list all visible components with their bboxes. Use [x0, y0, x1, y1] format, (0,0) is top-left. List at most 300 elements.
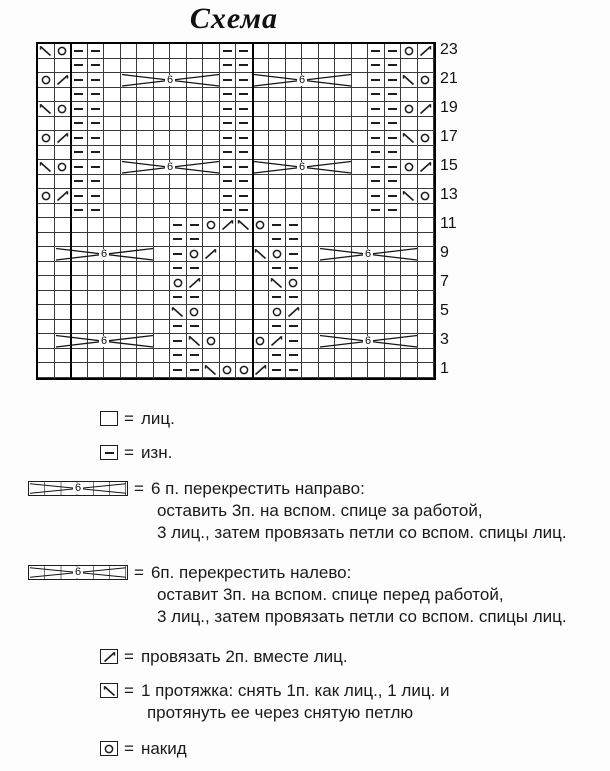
grid-cell [104, 291, 121, 306]
grid-cell [253, 59, 270, 74]
grid-cell [335, 146, 352, 161]
legend-text [141, 442, 172, 464]
grid-cell [104, 175, 121, 190]
grid-cell [187, 334, 204, 349]
grid-cell [88, 131, 105, 146]
grid-cell [418, 218, 435, 233]
grid-cell [335, 233, 352, 248]
grid-cell [38, 175, 55, 190]
legend [0, 408, 600, 771]
grid-cell [335, 102, 352, 117]
equals-sign: = [134, 563, 144, 582]
grid-cell [220, 276, 237, 291]
grid-cell [187, 175, 204, 190]
legend-text-line: протянуть ее через снятую петлю [146, 703, 414, 722]
legend-text-line: 3 лиц., затем провязать петли со вспом. спицы лиц. [156, 607, 567, 626]
grid-cell [137, 276, 154, 291]
grid-cell [121, 291, 138, 306]
grid-cell [286, 334, 303, 349]
grid-cell [203, 204, 220, 219]
grid-cell [269, 102, 286, 117]
grid-cell [203, 102, 220, 117]
grid-cell [236, 131, 253, 146]
legend-text [141, 680, 450, 724]
grid-cell [385, 320, 402, 335]
grid-cell [121, 175, 138, 190]
purl-icon [223, 64, 232, 66]
k2tog-icon [221, 219, 234, 231]
grid-cell [220, 349, 237, 364]
grid-cell [253, 189, 270, 204]
ssk-icon [171, 306, 184, 318]
grid-cell [154, 276, 171, 291]
grid-cell [88, 262, 105, 277]
grid-cell [319, 349, 336, 364]
grid-cell [302, 262, 319, 277]
cable-count: 6 [364, 247, 372, 260]
grid-cell [220, 291, 237, 306]
grid-cell [220, 189, 237, 204]
grid-cell [104, 102, 121, 117]
grid-cell [187, 247, 204, 262]
grid-cell [121, 189, 138, 204]
purl-icon [388, 108, 397, 110]
grid-cell [302, 175, 319, 190]
legend-text-line: 1 протяжка: снять 1п. как лиц., 1 лиц. и [140, 681, 450, 700]
grid-cell [38, 233, 55, 248]
grid-cell [302, 88, 319, 103]
purl-icon [272, 238, 281, 240]
grid-cell [253, 233, 270, 248]
grid-cell [236, 305, 253, 320]
grid-cell [137, 175, 154, 190]
purl-icon [91, 93, 100, 95]
grid-cell [88, 175, 105, 190]
grid-cell [137, 59, 154, 74]
grid-cell [154, 218, 171, 233]
purl-icon [223, 137, 232, 139]
grid-cell [352, 102, 369, 117]
grid-cell [418, 276, 435, 291]
grid-cell [154, 320, 171, 335]
purl-icon [239, 64, 248, 66]
grid-cell [335, 175, 352, 190]
yarn-over-icon [419, 190, 431, 202]
grid-cell [170, 59, 187, 74]
k2tog-icon [254, 364, 267, 376]
purl-icon [272, 325, 281, 327]
grid-cell [368, 320, 385, 335]
grid-cell [319, 305, 336, 320]
purl-icon [388, 64, 397, 66]
grid-cell [401, 189, 418, 204]
purl-icon [289, 253, 298, 255]
grid-cell [55, 146, 72, 161]
grid-cell [302, 59, 319, 74]
cable-left-icon [28, 565, 128, 580]
purl-icon [239, 180, 248, 182]
ssk-icon [39, 45, 52, 57]
grid-cell [236, 334, 253, 349]
grid-cell [368, 204, 385, 219]
ssk-icon [402, 190, 415, 202]
grid-cell [187, 218, 204, 233]
grid-cell [121, 44, 138, 59]
grid-cell [220, 160, 237, 175]
yarn-over-icon [403, 103, 415, 115]
grid-cell [170, 320, 187, 335]
legend-item-cable-left [0, 562, 600, 628]
grid-cell [236, 59, 253, 74]
grid-cell [71, 59, 88, 74]
grid-cell [418, 291, 435, 306]
grid-cell [220, 59, 237, 74]
grid-cell [418, 88, 435, 103]
grid-cell [104, 59, 121, 74]
grid-cell [253, 349, 270, 364]
purl-icon [74, 137, 83, 139]
purl-icon [272, 354, 281, 356]
grid-cell [220, 320, 237, 335]
grid-cell [220, 102, 237, 117]
grid-cell [385, 175, 402, 190]
grid-cell [302, 334, 319, 349]
yarn-over-icon [403, 45, 415, 57]
grid-cell [286, 233, 303, 248]
grid-cell [236, 117, 253, 132]
grid-cell [220, 44, 237, 59]
purl-icon [190, 238, 199, 240]
grid-cell [253, 175, 270, 190]
purl-icon [223, 166, 232, 168]
grid-cell [368, 218, 385, 233]
grid-cell [71, 175, 88, 190]
grid-cell [236, 276, 253, 291]
grid-cell [137, 44, 154, 59]
grid-cell [137, 189, 154, 204]
grid-cell [154, 363, 171, 378]
legend-text-line: оставит 3п. на вспом. спице перед работой, [156, 585, 504, 604]
grid-cell [71, 88, 88, 103]
grid-cell [203, 247, 220, 262]
grid-cell [71, 204, 88, 219]
grid-cell [203, 44, 220, 59]
grid-cell [220, 88, 237, 103]
grid-cell [220, 262, 237, 277]
grid-cell [269, 218, 286, 233]
grid-cell [154, 146, 171, 161]
purl-icon [91, 209, 100, 211]
equals-sign: = [124, 681, 134, 700]
grid-cell [121, 88, 138, 103]
grid-cell [38, 44, 55, 59]
ssk-icon [204, 364, 217, 376]
grid-cell [71, 160, 88, 175]
grid-cell [88, 59, 105, 74]
grid-cell [154, 189, 171, 204]
grid-cell [137, 218, 154, 233]
grid-cell [55, 189, 72, 204]
purl-icon [272, 224, 281, 226]
ssk-icon [254, 248, 267, 260]
yarn-over-icon [254, 219, 266, 231]
purl-icon [239, 151, 248, 153]
grid-cell [286, 291, 303, 306]
grid-cell [236, 247, 253, 262]
row-number: 19 [440, 99, 458, 117]
grid-cell [121, 276, 138, 291]
grid-cell [220, 117, 237, 132]
grid-cell [319, 117, 336, 132]
grid-cell [38, 204, 55, 219]
grid-cell [385, 59, 402, 74]
k2tog-icon [188, 277, 201, 289]
grid-cell [71, 320, 88, 335]
grid-cell [55, 160, 72, 175]
grid-cell [335, 131, 352, 146]
purl-icon [388, 180, 397, 182]
grid-cell [302, 117, 319, 132]
grid-cell [38, 131, 55, 146]
grid-cell [385, 349, 402, 364]
legend-item-knit [0, 408, 600, 430]
purl-icon [74, 209, 83, 211]
grid-cell [55, 276, 72, 291]
grid-cell [187, 117, 204, 132]
cable-count: 6 [298, 73, 306, 86]
grid-cell [154, 88, 171, 103]
equals-sign: = [124, 739, 134, 758]
grid-cell [335, 363, 352, 378]
grid-cell [418, 146, 435, 161]
grid-cell [104, 131, 121, 146]
grid-cell [236, 189, 253, 204]
grid-cell [203, 146, 220, 161]
grid-cell [154, 59, 171, 74]
grid-cell [88, 218, 105, 233]
purl-icon [272, 369, 281, 371]
grid-cell [121, 218, 138, 233]
purl-icon [388, 137, 397, 139]
grid-cell [104, 262, 121, 277]
grid-cell [368, 73, 385, 88]
grid-cell [236, 262, 253, 277]
grid-cell [220, 73, 237, 88]
grid-cell [286, 247, 303, 262]
grid-cell [335, 320, 352, 335]
grid-cell [302, 146, 319, 161]
cable-count: 6 [74, 482, 82, 494]
yarn-over-icon [419, 132, 431, 144]
grid-cell [236, 73, 253, 88]
purl-icon [289, 369, 298, 371]
grid-cell [352, 218, 369, 233]
grid-cell [121, 146, 138, 161]
purl-icon [289, 340, 298, 342]
grid-cell [401, 175, 418, 190]
grid-cell [170, 349, 187, 364]
grid-cell [418, 247, 435, 262]
grid-cell [335, 218, 352, 233]
grid-cell [385, 291, 402, 306]
k2tog-icon [419, 161, 432, 173]
grid-cell [121, 305, 138, 320]
purl-icon [289, 354, 298, 356]
grid-cell [302, 305, 319, 320]
grid-cell [38, 247, 55, 262]
grid-cell [38, 73, 55, 88]
grid-cell [286, 320, 303, 335]
grid-cell [137, 291, 154, 306]
grid-cell [253, 117, 270, 132]
grid-cell [71, 146, 88, 161]
legend-item-ssk [0, 680, 600, 724]
grid-cell [88, 349, 105, 364]
grid-cell [137, 204, 154, 219]
grid-cell [368, 189, 385, 204]
grid-cell [154, 349, 171, 364]
grid-cell [418, 131, 435, 146]
cable-right-icon [121, 73, 220, 88]
grid-cell [418, 117, 435, 132]
grid-cell [154, 291, 171, 306]
purl-icon [371, 79, 380, 81]
grid-cell [368, 131, 385, 146]
grid-cell [253, 218, 270, 233]
grid-cell [269, 291, 286, 306]
purl-icon [371, 209, 380, 211]
purl-icon [289, 325, 298, 327]
grid-cell [170, 291, 187, 306]
grid-cell [319, 131, 336, 146]
grid-cell [236, 102, 253, 117]
grid-cell [170, 175, 187, 190]
grid-cell [368, 59, 385, 74]
ssk-icon [188, 335, 201, 347]
grid-cell [220, 146, 237, 161]
purl-icon [91, 79, 100, 81]
grid-cell [71, 363, 88, 378]
purl-icon [91, 137, 100, 139]
grid-cell [187, 204, 204, 219]
row-number: 9 [440, 244, 449, 262]
grid-cell [302, 247, 319, 262]
purl-icon [91, 122, 100, 124]
grid-cell [352, 160, 369, 175]
grid-cell [203, 175, 220, 190]
grid-cell [319, 175, 336, 190]
grid-cell [335, 349, 352, 364]
grid-cell [104, 276, 121, 291]
knitting-chart [36, 42, 516, 387]
cable-left-icon [253, 160, 352, 175]
purl-icon [223, 180, 232, 182]
cable-count: 6 [100, 334, 108, 347]
cable-left-icon [319, 334, 418, 349]
grid-cell [203, 233, 220, 248]
grid-cell [269, 44, 286, 59]
grid-cell [137, 320, 154, 335]
grid-cell [385, 117, 402, 132]
ssk-icon [402, 74, 415, 86]
purl-icon [100, 445, 118, 460]
purl-icon [388, 79, 397, 81]
grid-cell [368, 262, 385, 277]
grid-cell [401, 88, 418, 103]
grid-cell [368, 233, 385, 248]
grid-cell [154, 131, 171, 146]
grid-cell [302, 131, 319, 146]
grid-cell [269, 276, 286, 291]
grid-cell [104, 305, 121, 320]
k2tog-icon [56, 190, 69, 202]
purl-icon [74, 195, 83, 197]
grid-cell [385, 305, 402, 320]
grid-cell [352, 44, 369, 59]
grid-cell [401, 44, 418, 59]
legend-text [141, 646, 348, 668]
equals-sign: = [124, 647, 134, 666]
grid-cell [352, 291, 369, 306]
purl-icon [74, 93, 83, 95]
grid-cell [418, 175, 435, 190]
page-title: Схема [189, 2, 279, 35]
grid-cell [220, 204, 237, 219]
grid-cell [401, 59, 418, 74]
legend-item-purl [0, 442, 600, 464]
yarn-over-icon [188, 306, 200, 318]
purl-icon [371, 195, 380, 197]
grid-cell [121, 262, 138, 277]
purl-icon [388, 93, 397, 95]
grid-cell [352, 73, 369, 88]
grid-cell [55, 291, 72, 306]
grid-cell [385, 88, 402, 103]
grid-cell [170, 204, 187, 219]
grid-cell [401, 204, 418, 219]
grid-cell [220, 247, 237, 262]
yarn-over-icon [221, 364, 233, 376]
grid-cell [236, 291, 253, 306]
grid-cell [187, 262, 204, 277]
purl-icon [388, 151, 397, 153]
grid-cell [418, 59, 435, 74]
grid-cell [55, 349, 72, 364]
grid-cell [187, 291, 204, 306]
grid-cell [319, 88, 336, 103]
grid-cell [104, 320, 121, 335]
grid-cell [269, 146, 286, 161]
legend-text-line: провязать 2п. вместе лиц. [140, 647, 348, 666]
grid-cell [104, 349, 121, 364]
grid-cell [253, 320, 270, 335]
grid-cell [220, 131, 237, 146]
cable-left-icon [253, 73, 352, 88]
grid-cell [71, 117, 88, 132]
grid-cell [187, 189, 204, 204]
purl-icon [223, 195, 232, 197]
ssk-icon [39, 103, 52, 115]
yarn-over-icon [205, 219, 217, 231]
purl-icon [239, 93, 248, 95]
grid-cell [236, 363, 253, 378]
ssk-icon [103, 685, 116, 697]
grid-cell [302, 218, 319, 233]
purl-icon [91, 64, 100, 66]
grid-cell [286, 349, 303, 364]
purl-icon [371, 93, 380, 95]
grid-cell [71, 44, 88, 59]
